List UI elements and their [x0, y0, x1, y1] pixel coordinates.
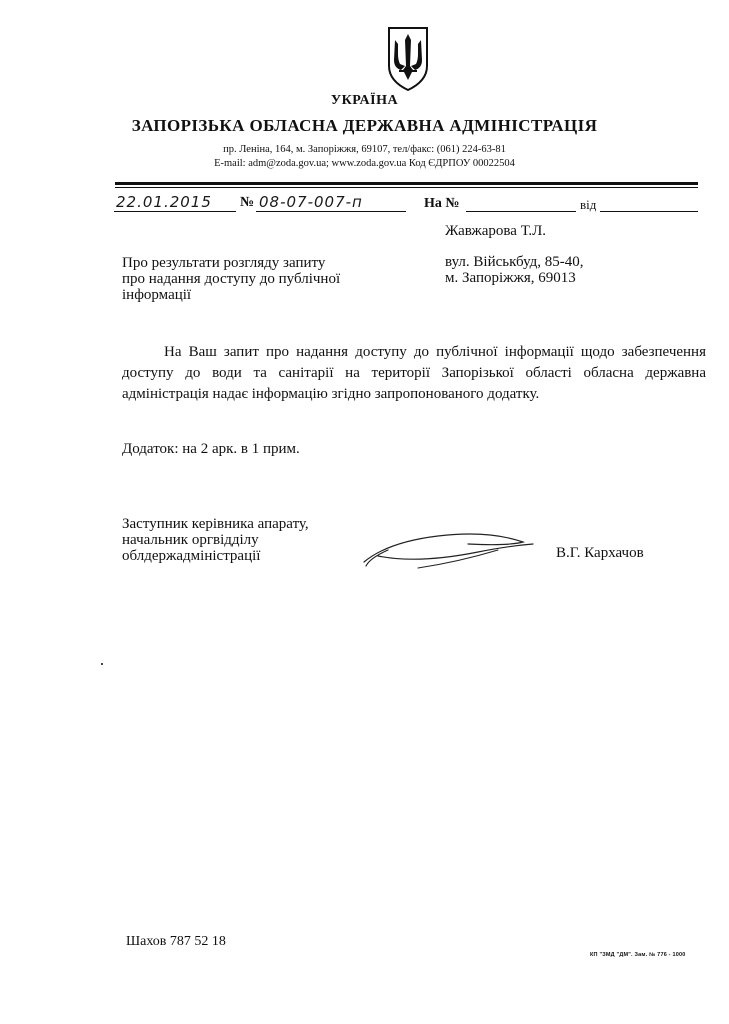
reference-number-blank: [466, 211, 576, 212]
signatory-title: [122, 516, 309, 564]
coat-of-arms-icon: [386, 26, 430, 92]
organization-heading: ЗАПОРІЗЬКА ОБЛАСНА ДЕРЖАВНА АДМІНІСТРАЦІЯ: [131, 116, 598, 135]
recipient-street: вул. Військбуд, 85-40,: [445, 254, 584, 270]
executor-contact: Шахов 787 52 18: [126, 934, 226, 949]
country-heading: УКРАЇНА: [330, 93, 399, 108]
number-label: №: [240, 195, 255, 210]
subject-line: Про результати розгляду запиту: [122, 255, 326, 271]
header-divider-thin: [115, 187, 698, 188]
signatory-name: В.Г. Кархачов: [556, 545, 644, 561]
registration-number: 08-07-007-п: [259, 193, 363, 211]
number-underline: [256, 211, 406, 212]
recipient-city: м. Запоріжжя, 69013: [445, 270, 576, 286]
printer-imprint: КП "ЗМД "ДМ". Зам. № 776 - 1000: [590, 952, 686, 958]
subject-line: інформації: [122, 287, 192, 303]
scan-speck: [101, 663, 103, 665]
attachment-note: Додаток: на 2 арк. в 1 прим.: [122, 441, 300, 457]
contact-line: E-mail: adm@zoda.gov.ua; www.zoda.gov.ua Код ЄДРПОУ 00022504: [214, 158, 515, 169]
signatory-title-line: начальник оргвідділу: [122, 532, 259, 548]
address-line: пр. Леніна, 164, м. Запоріжжя, 69107, тел/факс: (061) 224-63-81: [223, 144, 506, 155]
header-divider-thick: [115, 182, 698, 185]
letter-body: [122, 342, 706, 405]
subject-line: про надання доступу до публічної: [122, 271, 341, 287]
signatory-title-line: Заступник керівника апарату,: [122, 516, 309, 532]
body-paragraph: На Ваш запит про надання доступу до публічної інформації щодо забезпечення доступу до води та санітарії на території Запорізької області обласна державна адміністрація надає інформацію згідно запропонованого додатку.: [122, 344, 706, 402]
recipient-name: Жавжарова Т.Л.: [445, 223, 547, 239]
reference-date-label: від: [580, 197, 597, 212]
signatory-title-line: облдержадміністрації: [122, 548, 261, 564]
handwritten-signature: [358, 522, 543, 572]
reference-date-blank: [600, 211, 698, 212]
letter-subject: [122, 255, 392, 303]
recipient-address: [445, 254, 584, 286]
reference-number-label: На №: [424, 196, 460, 211]
registration-date: 22.01.2015: [116, 193, 212, 211]
date-underline: [114, 211, 236, 212]
